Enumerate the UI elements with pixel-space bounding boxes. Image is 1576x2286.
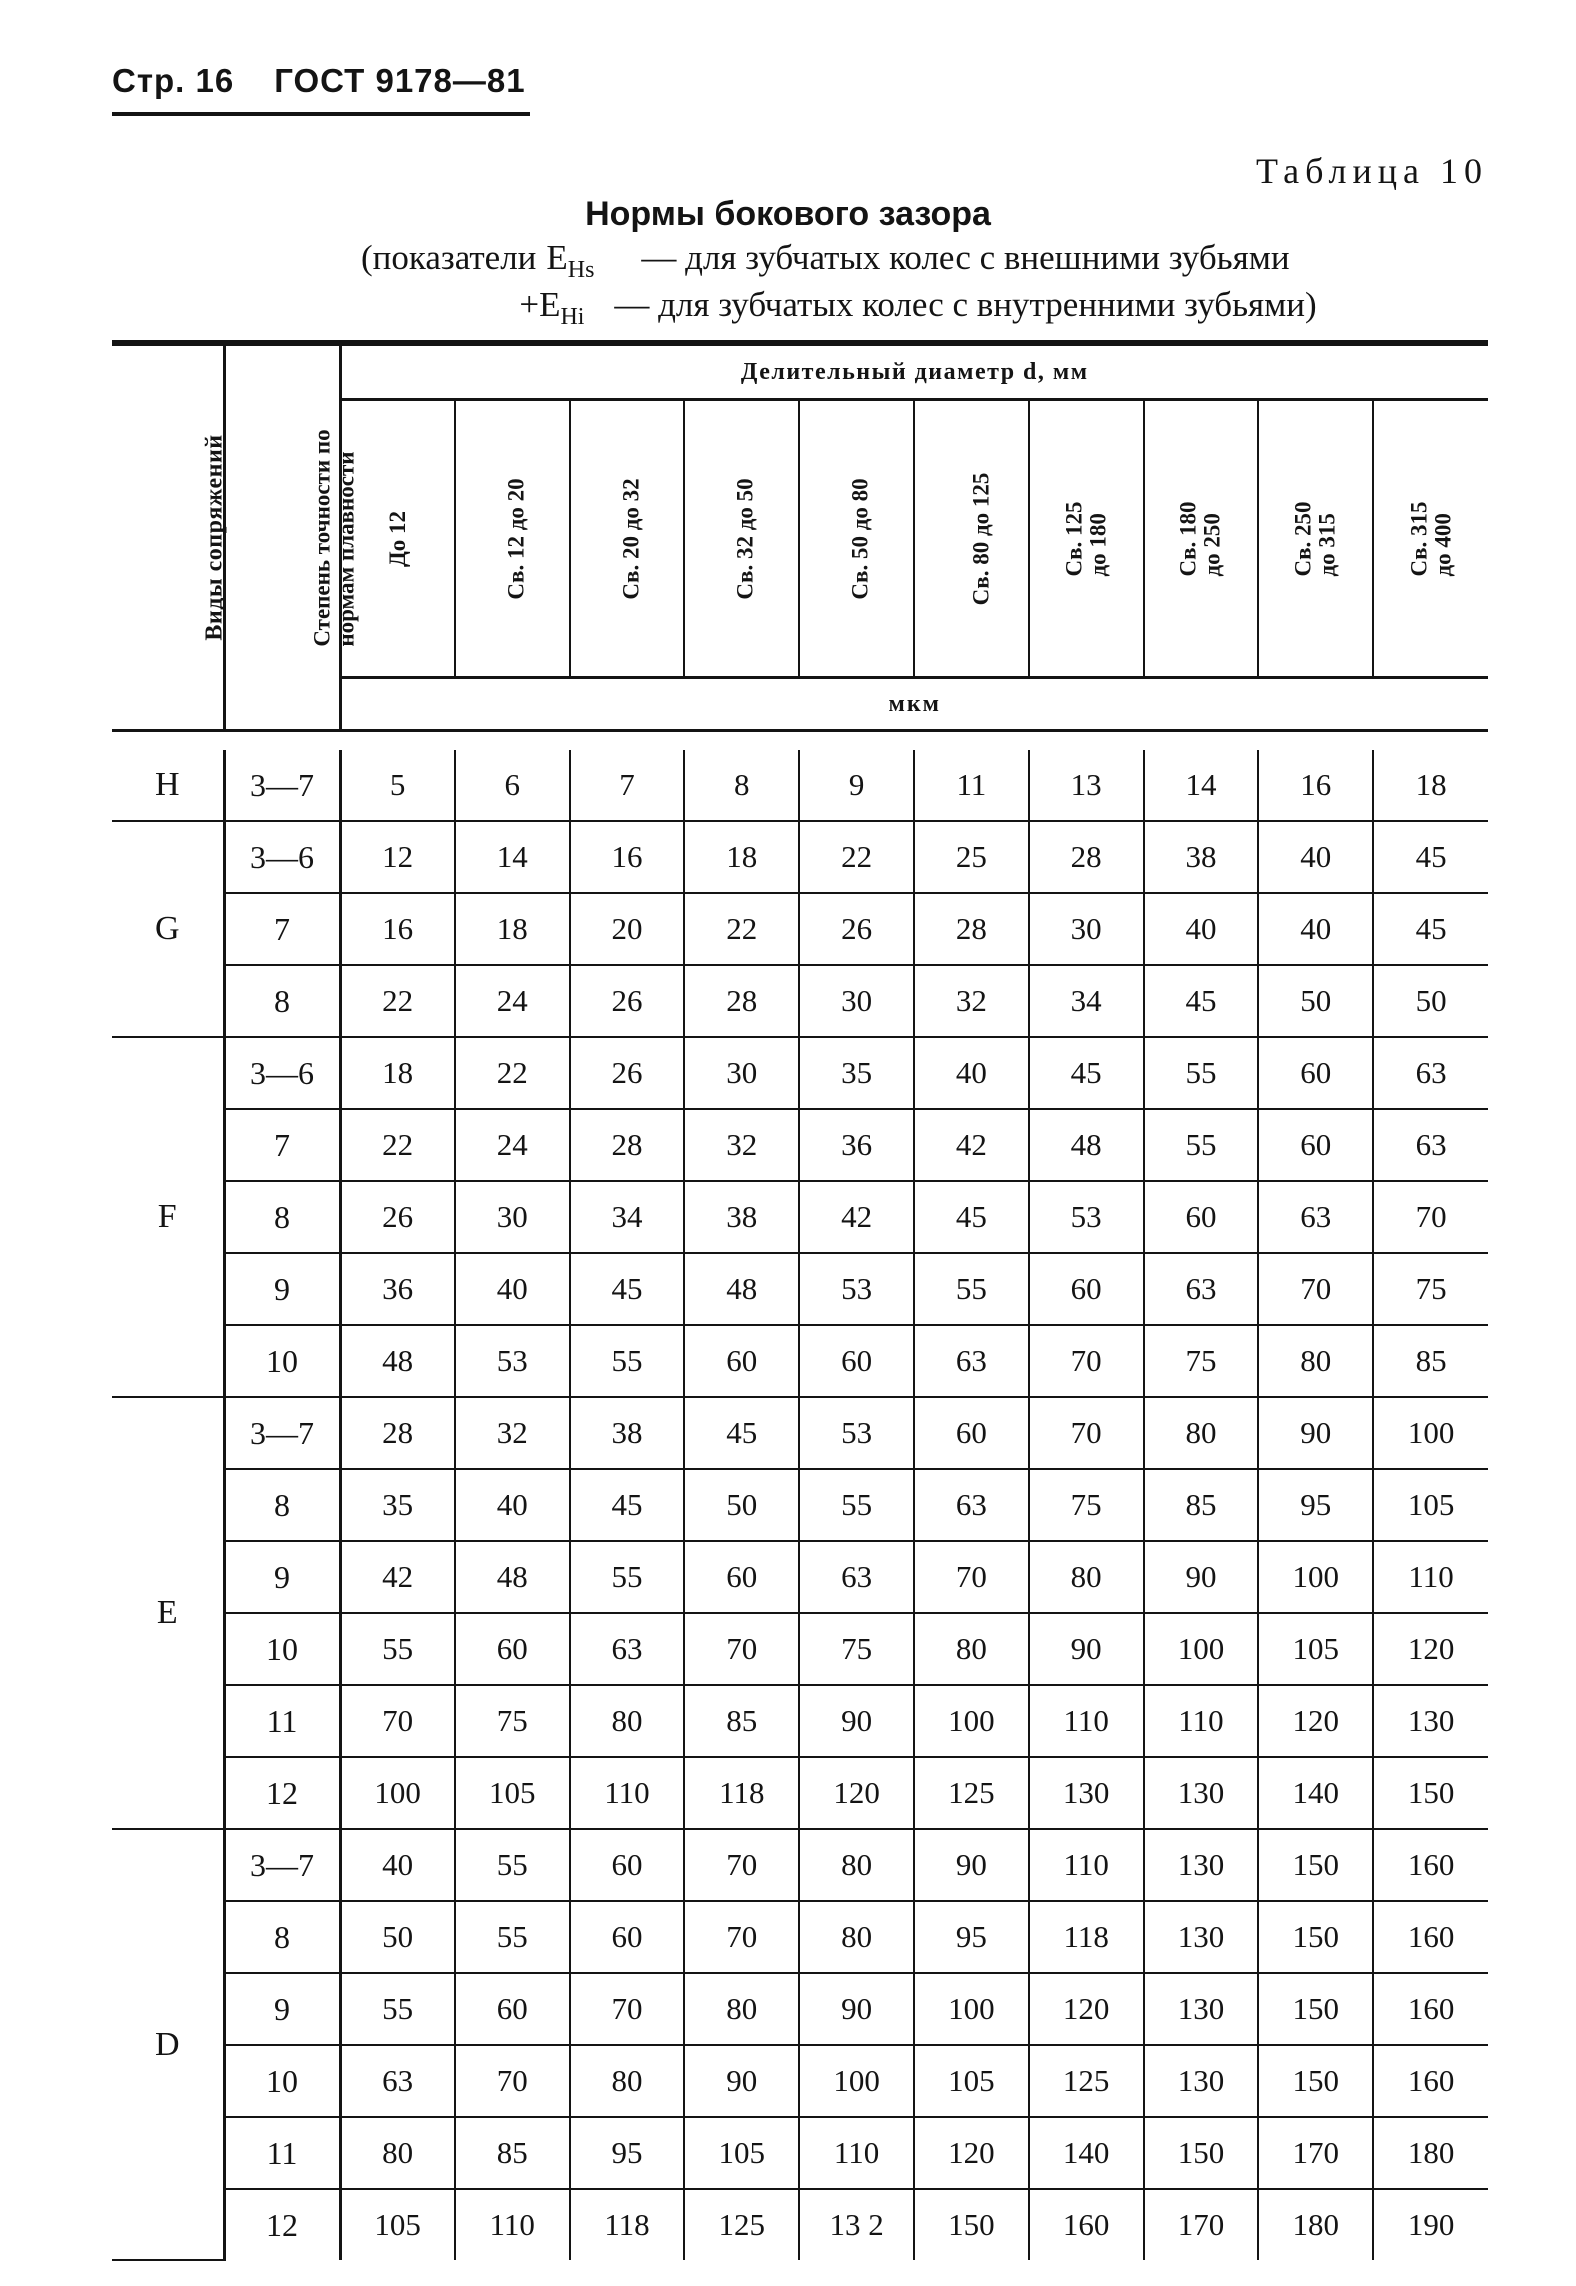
table-row: [112, 2117, 1488, 2189]
value-cell: 130: [1144, 1829, 1259, 1901]
value-cell: 110: [799, 2117, 914, 2189]
value-cell: 63: [799, 1541, 914, 1613]
value-cell: 160: [1373, 1829, 1488, 1901]
value-cell: 48: [684, 1253, 799, 1325]
value-cell: 110: [1029, 1685, 1144, 1757]
value-cell: 55: [570, 1541, 685, 1613]
value-cell: 28: [340, 1397, 455, 1469]
value-cell: 28: [1029, 821, 1144, 893]
value-cell: 26: [570, 1037, 685, 1109]
value-cell: 60: [1258, 1037, 1373, 1109]
accuracy-degree-cell: 8: [224, 965, 340, 1037]
value-cell: 80: [799, 1901, 914, 1973]
value-cell: 80: [570, 1685, 685, 1757]
standard-code: ГОСТ 9178—81: [274, 62, 526, 99]
value-cell: 36: [799, 1109, 914, 1181]
accuracy-degree-cell: 3—7: [224, 1829, 340, 1901]
value-cell: 190: [1373, 2189, 1488, 2260]
value-cell: 105: [1373, 1469, 1488, 1541]
diameter-header: Св. 250 до 315: [1258, 400, 1373, 678]
value-cell: 38: [1144, 821, 1259, 893]
accuracy-degree-cell: 11: [224, 2117, 340, 2189]
value-cell: 50: [684, 1469, 799, 1541]
value-cell: 70: [1029, 1397, 1144, 1469]
value-cell: 60: [455, 1613, 570, 1685]
value-cell: 80: [340, 2117, 455, 2189]
value-cell: 48: [455, 1541, 570, 1613]
value-cell: 170: [1258, 2117, 1373, 2189]
degree-column-header: Степень точности по нормам плавности: [224, 343, 340, 731]
accuracy-degree-cell: 9: [224, 1973, 340, 2045]
value-cell: 105: [914, 2045, 1029, 2117]
value-cell: 120: [1029, 1973, 1144, 2045]
value-cell: 63: [1373, 1109, 1488, 1181]
value-cell: 28: [570, 1109, 685, 1181]
value-cell: 8: [684, 750, 799, 821]
value-cell: 100: [340, 1757, 455, 1829]
value-cell: 45: [570, 1469, 685, 1541]
value-cell: 120: [914, 2117, 1029, 2189]
value-cell: 95: [1258, 1469, 1373, 1541]
value-cell: 45: [914, 1181, 1029, 1253]
value-cell: 34: [1029, 965, 1144, 1037]
value-cell: 118: [570, 2189, 685, 2260]
value-cell: 125: [684, 2189, 799, 2260]
value-cell: 90: [1144, 1541, 1259, 1613]
table-row: [112, 1181, 1488, 1253]
value-cell: 55: [340, 1973, 455, 2045]
subtitle-lead: (показатели: [361, 238, 537, 277]
table-row: [112, 893, 1488, 965]
value-cell: 26: [570, 965, 685, 1037]
ehs-symbol: EHs: [546, 238, 595, 283]
value-cell: 95: [914, 1901, 1029, 1973]
value-cell: 40: [1144, 893, 1259, 965]
value-cell: 70: [455, 2045, 570, 2117]
accuracy-degree-cell: 10: [224, 1325, 340, 1397]
value-cell: 70: [1373, 1181, 1488, 1253]
value-cell: 40: [455, 1253, 570, 1325]
value-cell: 120: [1258, 1685, 1373, 1757]
value-cell: 80: [1029, 1541, 1144, 1613]
value-cell: 48: [1029, 1109, 1144, 1181]
value-cell: 16: [1258, 750, 1373, 821]
value-cell: 90: [914, 1829, 1029, 1901]
value-cell: 55: [1144, 1109, 1259, 1181]
value-cell: 40: [914, 1037, 1029, 1109]
diameter-header: Св. 180 до 250: [1144, 400, 1259, 678]
diameter-header: Св. 20 до 32: [570, 400, 685, 678]
value-cell: 60: [570, 1901, 685, 1973]
value-cell: 70: [684, 1613, 799, 1685]
value-cell: 63: [914, 1469, 1029, 1541]
value-cell: 90: [799, 1685, 914, 1757]
value-cell: 160: [1373, 1901, 1488, 1973]
subtitle-line-2: [0, 285, 1576, 330]
value-cell: 35: [340, 1469, 455, 1541]
table-number: Таблица 10: [1256, 151, 1488, 191]
value-cell: 75: [1373, 1253, 1488, 1325]
value-cell: 48: [340, 1325, 455, 1397]
value-cell: 13: [1029, 750, 1144, 821]
diameter-header: До 12: [384, 510, 410, 567]
accuracy-degree-cell: 3—6: [224, 1037, 340, 1109]
value-cell: 18: [1373, 750, 1488, 821]
subtitle-line2-text: — для зубчатых колес с внутренними зубьями): [614, 285, 1317, 324]
value-cell: 36: [340, 1253, 455, 1325]
value-cell: 105: [1258, 1613, 1373, 1685]
value-cell: 55: [914, 1253, 1029, 1325]
accuracy-degree-cell: 7: [224, 893, 340, 965]
value-cell: 22: [340, 1109, 455, 1181]
value-cell: 30: [1029, 893, 1144, 965]
diameter-header: Св. 32 до 50: [684, 400, 799, 678]
fit-type-cell: D: [112, 1829, 224, 2260]
value-cell: 85: [1144, 1469, 1259, 1541]
backlash-norms-table: [112, 340, 1488, 2261]
value-cell: 60: [455, 1973, 570, 2045]
value-cell: 105: [455, 1757, 570, 1829]
value-cell: 11: [914, 750, 1029, 821]
value-cell: 55: [455, 1901, 570, 1973]
table-row: [112, 1253, 1488, 1325]
value-cell: 160: [1029, 2189, 1144, 2260]
value-cell: 80: [914, 1613, 1029, 1685]
value-cell: 170: [1144, 2189, 1259, 2260]
value-cell: 53: [1029, 1181, 1144, 1253]
value-cell: 45: [684, 1397, 799, 1469]
value-cell: 24: [455, 965, 570, 1037]
value-cell: 63: [570, 1613, 685, 1685]
value-cell: 18: [684, 821, 799, 893]
unit-header: мкм: [340, 678, 1488, 731]
value-cell: 22: [455, 1037, 570, 1109]
value-cell: 100: [914, 1685, 1029, 1757]
table-row: [112, 1109, 1488, 1181]
value-cell: 105: [340, 2189, 455, 2260]
value-cell: 90: [1029, 1613, 1144, 1685]
diameter-header: Св. 50 до 80: [799, 400, 914, 678]
value-cell: 150: [1258, 1973, 1373, 2045]
value-cell: 125: [1029, 2045, 1144, 2117]
diameter-header: Св. 125 до 180: [1029, 400, 1144, 678]
value-cell: 95: [570, 2117, 685, 2189]
value-cell: 130: [1144, 1901, 1259, 1973]
value-cell: 150: [1144, 2117, 1259, 2189]
accuracy-degree-cell: 10: [224, 2045, 340, 2117]
value-cell: 180: [1373, 2117, 1488, 2189]
value-cell: 40: [1258, 821, 1373, 893]
value-cell: 14: [1144, 750, 1259, 821]
diameter-header: Св. 80 до 125: [914, 400, 1029, 678]
fit-type-cell: G: [112, 821, 224, 1037]
value-cell: 70: [340, 1685, 455, 1757]
value-cell: 80: [684, 1973, 799, 2045]
value-cell: 118: [684, 1757, 799, 1829]
value-cell: 100: [1144, 1613, 1259, 1685]
value-cell: 42: [340, 1541, 455, 1613]
value-cell: 70: [914, 1541, 1029, 1613]
value-cell: 42: [914, 1109, 1029, 1181]
subtitle-line1-text: — для зубчатых колес с внешними зубьями: [641, 238, 1290, 277]
value-cell: 140: [1029, 2117, 1144, 2189]
value-cell: 5: [340, 750, 455, 821]
value-cell: 26: [799, 893, 914, 965]
value-cell: 110: [1029, 1829, 1144, 1901]
value-cell: 16: [340, 893, 455, 965]
value-cell: 38: [570, 1397, 685, 1469]
value-cell: 110: [1373, 1541, 1488, 1613]
value-cell: 55: [1144, 1037, 1259, 1109]
value-cell: 22: [340, 965, 455, 1037]
table-row: [112, 1757, 1488, 1829]
value-cell: 63: [1144, 1253, 1259, 1325]
value-cell: 140: [1258, 1757, 1373, 1829]
table-row: [112, 2045, 1488, 2117]
value-cell: 22: [684, 893, 799, 965]
value-cell: 24: [455, 1109, 570, 1181]
value-cell: 9: [799, 750, 914, 821]
value-cell: 105: [684, 2117, 799, 2189]
value-cell: 130: [1144, 2045, 1259, 2117]
value-cell: 125: [914, 1757, 1029, 1829]
value-cell: 63: [1258, 1181, 1373, 1253]
table-row: [112, 821, 1488, 893]
value-cell: 160: [1373, 1973, 1488, 2045]
value-cell: 18: [455, 893, 570, 965]
value-cell: 70: [1258, 1253, 1373, 1325]
value-cell: 100: [1258, 1541, 1373, 1613]
value-cell: 100: [1373, 1397, 1488, 1469]
table-title: Нормы бокового зазора: [585, 195, 991, 233]
value-cell: 45: [570, 1253, 685, 1325]
value-cell: 12: [340, 821, 455, 893]
value-cell: 50: [1373, 965, 1488, 1037]
subtitle-line-1: [0, 238, 1576, 283]
value-cell: 85: [455, 2117, 570, 2189]
value-cell: 110: [1144, 1685, 1259, 1757]
accuracy-degree-cell: 7: [224, 1109, 340, 1181]
value-cell: 28: [914, 893, 1029, 965]
table-row: [112, 1541, 1488, 1613]
accuracy-degree-cell: 3—7: [224, 1397, 340, 1469]
value-cell: 53: [799, 1397, 914, 1469]
table-row: [112, 2189, 1488, 2260]
value-cell: 180: [1258, 2189, 1373, 2260]
value-cell: 60: [1144, 1181, 1259, 1253]
accuracy-degree-cell: 10: [224, 1613, 340, 1685]
value-cell: 30: [684, 1037, 799, 1109]
value-cell: 90: [1258, 1397, 1373, 1469]
value-cell: 63: [340, 2045, 455, 2117]
table-row: [112, 1469, 1488, 1541]
value-cell: 90: [684, 2045, 799, 2117]
accuracy-degree-cell: 8: [224, 1181, 340, 1253]
value-cell: 34: [570, 1181, 685, 1253]
accuracy-degree-cell: 11: [224, 1685, 340, 1757]
value-cell: 16: [570, 821, 685, 893]
value-cell: 60: [684, 1325, 799, 1397]
value-cell: 30: [455, 1181, 570, 1253]
value-cell: 100: [799, 2045, 914, 2117]
value-cell: 55: [799, 1469, 914, 1541]
value-cell: 53: [455, 1325, 570, 1397]
value-cell: 13 2: [799, 2189, 914, 2260]
value-cell: 40: [340, 1829, 455, 1901]
fit-type-cell: E: [112, 1397, 224, 1829]
value-cell: 6: [455, 750, 570, 821]
table-row: [112, 1829, 1488, 1901]
value-cell: 32: [914, 965, 1029, 1037]
table-row: [112, 1037, 1488, 1109]
header-underline: [112, 112, 530, 116]
value-cell: 150: [1373, 1757, 1488, 1829]
value-cell: 75: [455, 1685, 570, 1757]
value-cell: 55: [570, 1325, 685, 1397]
value-cell: 14: [455, 821, 570, 893]
value-cell: 120: [1373, 1613, 1488, 1685]
value-cell: 50: [1258, 965, 1373, 1037]
table-row: [112, 1901, 1488, 1973]
value-cell: 26: [340, 1181, 455, 1253]
value-cell: 25: [914, 821, 1029, 893]
accuracy-degree-cell: 3—6: [224, 821, 340, 893]
accuracy-degree-cell: 3—7: [224, 750, 340, 821]
value-cell: 50: [340, 1901, 455, 1973]
value-cell: 38: [684, 1181, 799, 1253]
value-cell: 60: [914, 1397, 1029, 1469]
value-cell: 7: [570, 750, 685, 821]
value-cell: 80: [1258, 1325, 1373, 1397]
value-cell: 130: [1144, 1973, 1259, 2045]
value-cell: 75: [1144, 1325, 1259, 1397]
accuracy-degree-cell: 9: [224, 1253, 340, 1325]
value-cell: 100: [914, 1973, 1029, 2045]
value-cell: 160: [1373, 2045, 1488, 2117]
value-cell: 60: [1258, 1109, 1373, 1181]
diameter-header: Св. 315 до 400: [1373, 400, 1488, 678]
page-header: [112, 62, 526, 100]
value-cell: 110: [570, 1757, 685, 1829]
accuracy-degree-cell: 12: [224, 1757, 340, 1829]
value-cell: 40: [455, 1469, 570, 1541]
table-row: [112, 1973, 1488, 2045]
value-cell: 20: [570, 893, 685, 965]
value-cell: 120: [799, 1757, 914, 1829]
value-cell: 45: [1373, 821, 1488, 893]
value-cell: 80: [570, 2045, 685, 2117]
accuracy-degree-cell: 8: [224, 1469, 340, 1541]
table-row: [112, 1325, 1488, 1397]
value-cell: 22: [799, 821, 914, 893]
value-cell: 75: [1029, 1469, 1144, 1541]
value-cell: 80: [1144, 1397, 1259, 1469]
value-cell: 85: [684, 1685, 799, 1757]
value-cell: 32: [684, 1109, 799, 1181]
value-cell: 60: [570, 1829, 685, 1901]
value-cell: 63: [1373, 1037, 1488, 1109]
value-cell: 70: [684, 1829, 799, 1901]
value-cell: 45: [1373, 893, 1488, 965]
value-cell: 130: [1373, 1685, 1488, 1757]
accuracy-degree-cell: 8: [224, 1901, 340, 1973]
value-cell: 55: [455, 1829, 570, 1901]
value-cell: 150: [1258, 2045, 1373, 2117]
value-cell: 53: [799, 1253, 914, 1325]
value-cell: 80: [799, 1829, 914, 1901]
value-cell: 35: [799, 1037, 914, 1109]
value-cell: 118: [1029, 1901, 1144, 1973]
table-row: [112, 750, 1488, 821]
value-cell: 45: [1029, 1037, 1144, 1109]
value-cell: 28: [684, 965, 799, 1037]
value-cell: 42: [799, 1181, 914, 1253]
value-cell: 45: [1144, 965, 1259, 1037]
value-cell: 70: [684, 1901, 799, 1973]
table-row: [112, 1397, 1488, 1469]
vid-column-header: Виды сопряжений: [112, 343, 224, 731]
diameter-group-header: Делительный диаметр d, мм: [340, 343, 1488, 400]
value-cell: 18: [340, 1037, 455, 1109]
value-cell: 30: [799, 965, 914, 1037]
value-cell: 63: [914, 1325, 1029, 1397]
value-cell: 150: [1258, 1829, 1373, 1901]
accuracy-degree-cell: 12: [224, 2189, 340, 2260]
table-row: [112, 1685, 1488, 1757]
value-cell: 70: [570, 1973, 685, 2045]
value-cell: 70: [1029, 1325, 1144, 1397]
value-cell: 40: [1258, 893, 1373, 965]
value-cell: 75: [799, 1613, 914, 1685]
fit-type-cell: F: [112, 1037, 224, 1397]
value-cell: 130: [1144, 1757, 1259, 1829]
value-cell: 110: [455, 2189, 570, 2260]
value-cell: 60: [684, 1541, 799, 1613]
value-cell: 32: [455, 1397, 570, 1469]
value-cell: 55: [340, 1613, 455, 1685]
diameter-header: Св. 12 до 20: [455, 400, 570, 678]
accuracy-degree-cell: 9: [224, 1541, 340, 1613]
page-number: Стр. 16: [112, 62, 235, 99]
value-cell: 60: [799, 1325, 914, 1397]
value-cell: 90: [799, 1973, 914, 2045]
value-cell: 130: [1029, 1757, 1144, 1829]
ehi-symbol: +EHi: [519, 285, 585, 330]
fit-type-cell: H: [112, 750, 224, 821]
table-row: [112, 965, 1488, 1037]
value-cell: 150: [914, 2189, 1029, 2260]
value-cell: 150: [1258, 1901, 1373, 1973]
value-cell: 85: [1373, 1325, 1488, 1397]
table-row: [112, 1613, 1488, 1685]
value-cell: 60: [1029, 1253, 1144, 1325]
